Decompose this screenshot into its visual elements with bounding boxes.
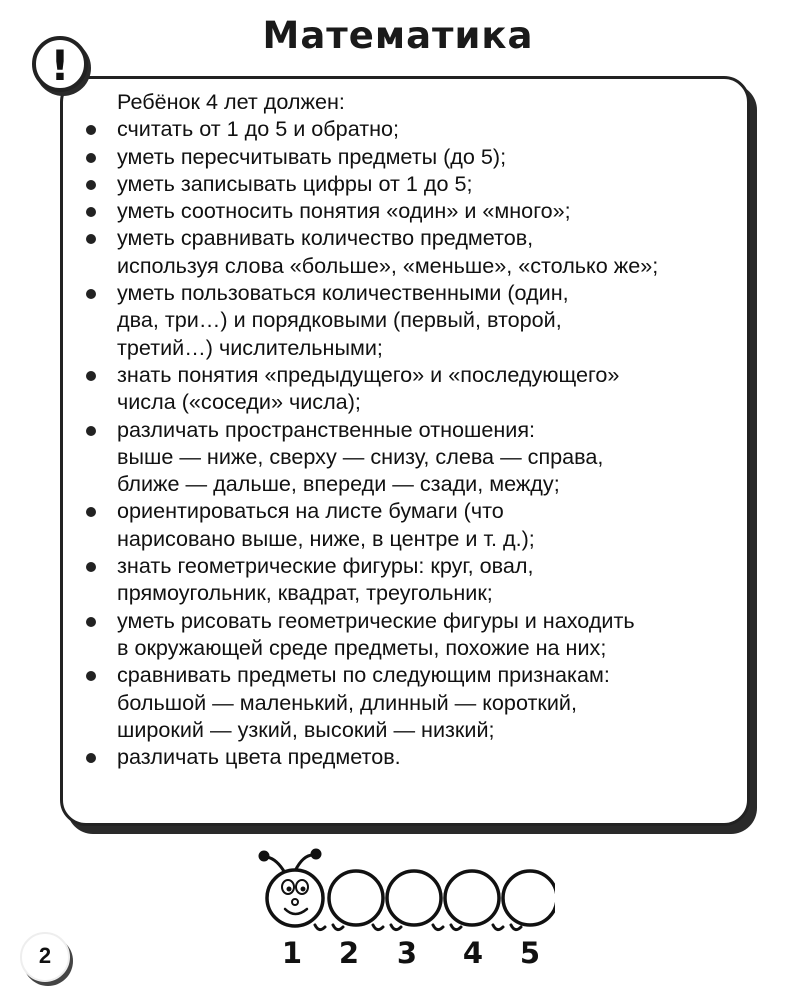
list-item	[80, 279, 740, 361]
list-item	[80, 361, 740, 416]
caterpillar-number-5: 5	[519, 936, 541, 970]
list-item-line: используя слова «больше», «меньше», «столько же»;	[117, 252, 659, 278]
requirements-content	[80, 88, 740, 770]
list-item-line: нарисовано выше, ниже, в центре и т. д.);	[117, 525, 535, 551]
bullet-icon	[86, 289, 96, 299]
list-item	[80, 552, 740, 607]
list-item	[80, 743, 740, 770]
list-item-line: два, три…) и порядковыми (первый, второй,	[117, 307, 562, 333]
exclamation-icon	[32, 36, 88, 92]
bullet-icon	[86, 507, 96, 517]
list-item	[80, 661, 740, 743]
list-item-line: большой — маленький, длинный — короткий,	[117, 689, 577, 715]
list-item	[80, 497, 740, 552]
list-item-line: уметь соотносить понятия «один» и «много»;	[117, 198, 571, 224]
exclamation-mark: !	[50, 41, 70, 90]
intro-text: Ребёнок 4 лет должен:	[117, 89, 345, 114]
bullet-icon	[86, 671, 96, 681]
bullet-icon	[86, 562, 96, 572]
leg-icon	[451, 925, 461, 930]
list-item-line: уметь записывать цифры от 1 до 5;	[117, 170, 473, 196]
list-item-line: знать понятия «предыдущего» и «последующего»	[117, 361, 620, 387]
bullet-icon	[86, 234, 96, 244]
list-item	[80, 416, 740, 498]
antenna-left-icon	[267, 857, 285, 873]
list-item-line: различать цвета предметов.	[117, 744, 401, 770]
list-item-line: различать пространственные отношения:	[117, 416, 536, 442]
list-item-line: ближе — дальше, впереди — сзади, между;	[117, 471, 560, 497]
bullet-icon	[86, 617, 96, 627]
caterpillar-illustration	[255, 845, 555, 970]
list-item-line: числа («соседи» числа);	[117, 389, 361, 415]
list-item-line: уметь сравнивать количество предметов,	[117, 225, 534, 251]
antenna-tip-right-icon	[312, 850, 320, 858]
caterpillar-segment-3	[387, 871, 441, 925]
leg-icon	[511, 925, 521, 930]
caterpillar-number-2: 2	[338, 936, 360, 970]
list-item-line: широкий — узкий, высокий — низкий;	[117, 716, 495, 742]
bullet-icon	[86, 753, 96, 763]
list-item-line: уметь рисовать геометрические фигуры и находить	[117, 607, 635, 633]
page-title: Математика	[262, 14, 534, 57]
list-item	[80, 170, 740, 197]
leg-icon	[391, 925, 401, 930]
list-item	[80, 143, 740, 170]
caterpillar-number-1: 1	[281, 936, 303, 970]
leg-icon	[333, 925, 343, 930]
list-item-line: прямоугольник, квадрат, треугольник;	[117, 580, 493, 606]
bullet-icon	[86, 207, 96, 217]
list-item-line: в окружающей среде предметы, похожие на них;	[117, 634, 607, 660]
list-item	[80, 115, 740, 142]
caterpillar-segment-4	[445, 871, 499, 925]
caterpillar-number-4: 4	[462, 936, 484, 970]
leg-icon	[315, 925, 325, 930]
bullet-icon	[86, 153, 96, 163]
caterpillar-number-3: 3	[396, 936, 418, 970]
list-item-line: ориентироваться на листе бумаги (что	[117, 498, 504, 524]
leg-icon	[373, 925, 383, 930]
caterpillar-segment-2	[329, 871, 383, 925]
list-item-line: уметь пересчитывать предметы (до 5);	[117, 143, 507, 169]
list-item-line: выше — ниже, сверху — снизу, слева — справа,	[117, 443, 604, 469]
list-item-line: сравнивать предметы по следующим признакам:	[117, 662, 610, 688]
list-item-line: уметь пользоваться количественными (один,	[117, 280, 569, 306]
list-item-line: третий…) числительными;	[117, 334, 383, 360]
leg-icon	[493, 925, 503, 930]
antenna-tip-left-icon	[260, 852, 268, 860]
page-number: 2	[20, 932, 70, 982]
requirements-list	[80, 115, 740, 770]
bullet-icon	[86, 180, 96, 190]
list-item	[80, 607, 740, 662]
list-item-line: знать геометрические фигуры: круг, овал,	[117, 553, 534, 579]
leg-icon	[433, 925, 443, 930]
list-item	[80, 224, 740, 279]
caterpillar-segment-5	[503, 871, 555, 925]
list-item-line: считать от 1 до 5 и обратно;	[117, 116, 400, 142]
list-item	[80, 197, 740, 224]
bullet-icon	[86, 125, 96, 135]
bullet-icon	[86, 371, 96, 381]
bullet-icon	[86, 426, 96, 436]
